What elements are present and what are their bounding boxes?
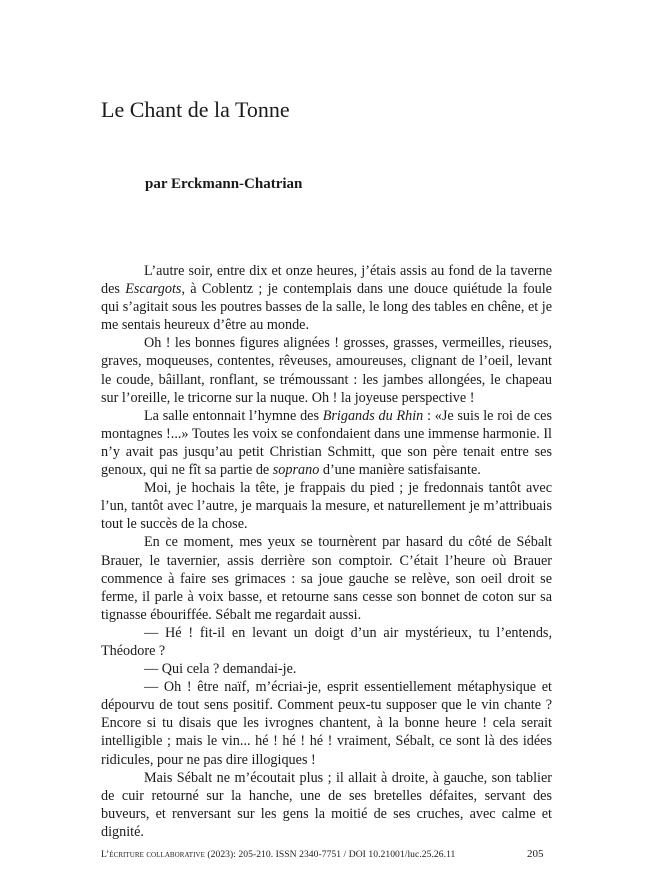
text-run: — Hé ! fit-il en levant un doigt d’un air mystérieux, tu l’entends, Théodore ?	[101, 624, 552, 659]
text-run: Moi, je hochais la tête, je frappais du pied ; je fredonnais tantôt avec l’un, tantôt avec l’autre, je marquais la mesure, et naturellement je m’attribuais tout le succès de la chose.	[101, 480, 552, 533]
text-run: Mais Sébalt ne m’écoutait plus ; il allait à droite, à gauche, son tablier de cuir retourné sur la hanche, une de ses bretelles défaites, servant des buveurs, et renversant sur les gens la moitié de ses cruches, avec calme et dignité.	[101, 769, 552, 840]
text-run: La salle entonnait l’hymne des	[144, 407, 323, 424]
paragraph-9	[101, 769, 552, 841]
journal-name: L’écriture collaborative	[101, 849, 205, 860]
page-number: 205	[527, 848, 544, 860]
text-run: — Oh ! être naïf, m’écriai-je, esprit essentiellement métaphysique et dépourvu de tout sens positif. Comment peux-tu supposer que le vin chante ? Encore si tu disais que les ivrognes chantent, à la bonne heure ! cela serait intelligible ; mais le vin... hé ! hé ! hé ! vraiment, Sébalt, ce sont là des idées ridicules, pour ne pas dire illogiques !	[101, 679, 552, 768]
page-title: Le Chant de la Tonne	[101, 97, 290, 122]
paragraph-1	[101, 262, 552, 334]
story-body	[101, 262, 552, 841]
text-run: — Qui cela ? demandai-je.	[144, 661, 297, 678]
paragraph-6	[101, 624, 552, 660]
text-run: L’autre soir, entre dix et onze heures, j’étais assis au fond de la taverne des	[101, 263, 552, 298]
italic-run: Escargots	[125, 281, 182, 298]
text-run: Oh ! les bonnes figures alignées ! grosses, grasses, vermeilles, rieuses, graves, moqueuses, contentes, rêveuses, amoureuses, clignant de l’oeil, levant le coude, bâillant, ronflant, se trémoussant : les jambes allongées, le chapeau sur l’oreille, le tricorne sur la nuque. Oh ! la joyeuse perspective !	[101, 335, 552, 406]
paragraph-7	[101, 660, 552, 678]
paragraph-2	[101, 334, 552, 406]
author-byline: par Erckmann-Chatrian	[145, 176, 303, 192]
text-run: : «Je suis le roi de ces montagnes !...» Toutes les voix se confondaient dans une immense harmonie. Il n’y avait pas jusqu’au petit Christian Schmitt, que son père tenait entre ses genoux, qui ne fît sa partie de	[101, 407, 552, 479]
paragraph-3	[101, 407, 552, 479]
italic-run: soprano	[272, 462, 320, 479]
text-run: En ce moment, mes yeux se tournèrent par hasard du côté de Sébalt Brauer, le tavernier, assis derrière son comptoir. C’était l’heure où Brauer commence à faire ses grimaces : sa joue gauche se relève, son oeil droit se ferme, il parle à voix basse, et retourne sans cesse son bonnet de coton sur sa tignasse ébouriffée. Sébalt me regardait aussi.	[101, 534, 552, 623]
text-run: , à Coblentz ; je contemplais dans une douce quiétude la foule qui s’agitait sous les poutres basses de la salle, le long des tables en chêne, et je me sentais heureux d’être au monde.	[101, 281, 552, 334]
italic-run: Brigands du Rhin	[322, 407, 424, 424]
text-run: d’une manière satisfaisante.	[319, 462, 481, 479]
journal-citation	[101, 848, 455, 862]
paragraph-4	[101, 479, 552, 533]
citation-details: (2023): 205-210. ISSN 2340-7751 / DOI 10.21001/luc.25.26.11	[204, 849, 456, 860]
paragraph-5	[101, 533, 552, 623]
paragraph-8	[101, 678, 552, 768]
